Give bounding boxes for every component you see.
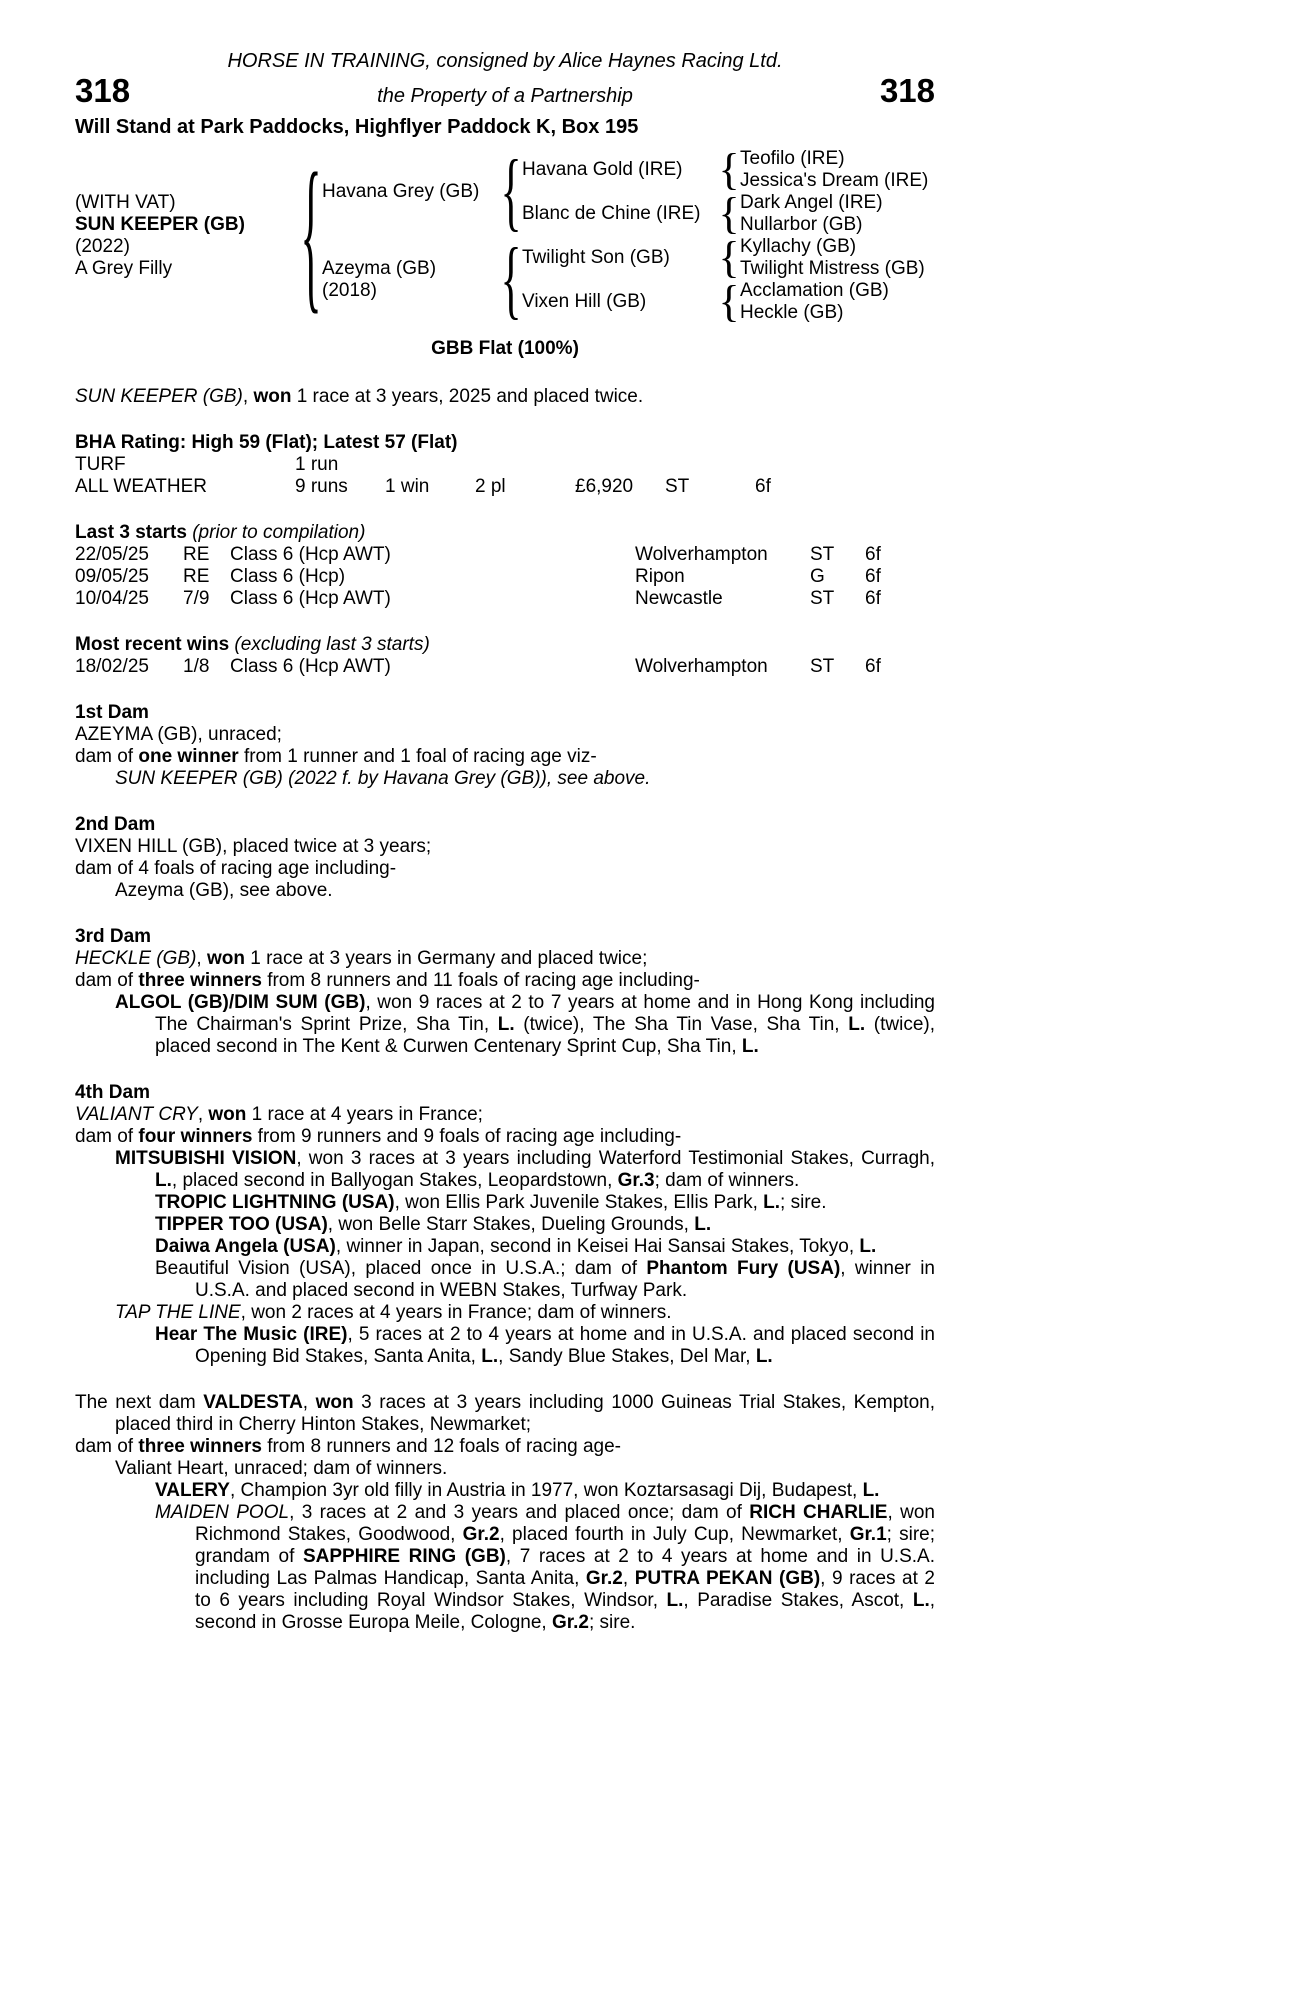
dam-section-4 (75, 1082, 935, 1368)
bha-rating: BHA Rating: High 59 (Flat); Latest 57 (Flat) (75, 432, 458, 453)
pedigree-paragraph: TAP THE LINE, won 2 races at 4 years in France; dam of winners. (115, 1302, 672, 1323)
runs-value: 1 run (295, 454, 339, 475)
race-course: Newcastle (635, 588, 723, 609)
pedigree-paragraph: ALGOL (GB)/DIM SUM (GB), won 9 races at 2 to 7 years at home and in Hong Kong including The Chairman's Sprint Prize, Sha Tin, L. (twice), The Sha Tin Vase, Sha Tin, L. (twice), placed second in The Kent & Curwen Centenary Sprint Cup, Sha Tin, L. (115, 992, 935, 1057)
race-distance: 6f (865, 656, 881, 677)
race-date: 22/05/25 (75, 544, 149, 565)
brace-level3-icon: { (718, 189, 740, 238)
earnings-value (575, 454, 665, 476)
dam-dam-parents (740, 280, 889, 324)
dam-section-2 (75, 814, 935, 902)
section-heading: 2nd Dam (75, 814, 156, 835)
pedigree-paragraph: Azeyma (GB), see above. (115, 880, 333, 901)
distance-value: 6f (755, 476, 771, 497)
ancestor-name: Twilight Mistress (GB) (740, 258, 925, 279)
tail-female-section (75, 1392, 935, 1634)
earnings-value: £6,920 (575, 476, 634, 497)
brace-level3-icon: { (718, 233, 740, 282)
race-class: Class 6 (Hcp AWT) (230, 656, 391, 677)
brace-level3-icon: { (718, 277, 740, 326)
pedigree-paragraph: dam of four winners from 9 runners and 9 foals of racing age including- (75, 1126, 682, 1147)
vat-note: (WITH VAT) (75, 192, 176, 213)
ancestor-name: Heckle (GB) (740, 302, 844, 323)
stats-row-all-weather (75, 476, 935, 498)
sire-line (322, 142, 929, 240)
pedigree-paragraph: TIPPER TOO (USA), won Belle Starr Stakes, Dueling Grounds, L. (155, 1214, 712, 1235)
wins-value: 1 win (385, 476, 430, 497)
dam-name: Azeyma (GB) (322, 258, 437, 279)
dam-sire-line (522, 233, 925, 282)
race-row (75, 544, 935, 566)
runs-value: 9 runs (295, 476, 348, 497)
pedigree-subject (75, 192, 300, 280)
foaling-year: (2022) (75, 236, 130, 257)
horse-description: A Grey Filly (75, 258, 173, 279)
race-class: Class 6 (Hcp) (230, 566, 346, 587)
going-value (665, 454, 755, 476)
places-value (475, 454, 575, 476)
section-heading: 4th Dam (75, 1082, 150, 1103)
race-class: Class 6 (Hcp AWT) (230, 588, 391, 609)
lot-row (75, 74, 935, 108)
going-value: ST (665, 476, 690, 497)
lot-number-right: 318 (879, 72, 935, 109)
race-position: RE (183, 544, 210, 565)
pedigree-paragraph: Valiant Heart, unraced; dam of winners. (115, 1458, 448, 1479)
race-course: Ripon (635, 566, 685, 587)
ancestor-name: Jessica's Dream (IRE) (740, 170, 929, 191)
recent-wins-block (75, 634, 935, 678)
sire-dam-line (522, 189, 928, 238)
race-position: 7/9 (183, 588, 210, 609)
ancestor-name: Kyllachy (GB) (740, 236, 857, 257)
surface-label: TURF (75, 454, 126, 475)
brace-level2-icon: { (500, 142, 522, 240)
gbb-eligibility-line: GBB Flat (100%) (431, 338, 579, 359)
race-summary: SUN KEEPER (GB), won 1 race at 3 years, 2025 and placed twice. (75, 386, 644, 407)
pedigree-paragraph: Daiwa Angela (USA), winner in Japan, second in Keisei Hai Sansai Stakes, Tokyo, L. (155, 1236, 877, 1257)
last-starts-heading: Last 3 starts (prior to compilation) (75, 522, 366, 543)
race-going: ST (810, 656, 835, 677)
race-going: ST (810, 588, 835, 609)
dam-dam-name: Vixen Hill (GB) (522, 291, 647, 312)
race-date: 09/05/25 (75, 566, 149, 587)
dam-dam-line (522, 277, 925, 326)
pedigree-paragraph: dam of one winner from 1 runner and 1 foal of racing age viz- (75, 746, 597, 767)
pedigree-paragraph: dam of three winners from 8 runners and 11 foals of racing age including- (75, 970, 700, 991)
race-date: 10/04/25 (75, 588, 149, 609)
pedigree-paragraph: Beautiful Vision (USA), placed once in U.S.A.; dam of Phantom Fury (USA), winner in U.S.A. and placed second in WEBN Stakes, Turfway Park. (155, 1258, 935, 1301)
dam-section-3 (75, 926, 935, 1058)
dam-sire-name: Twilight Son (GB) (522, 247, 670, 268)
dam-line (322, 230, 928, 328)
stand-location-line: Will Stand at Park Paddocks, Highflyer Paddock K, Box 195 (75, 116, 639, 138)
stats-row-turf (75, 454, 935, 476)
last-starts-block (75, 522, 935, 610)
ancestor-name: Teofilo (IRE) (740, 148, 845, 169)
race-row (75, 566, 935, 588)
pedigree-table (75, 138, 935, 330)
brace-level2-icon: { (500, 230, 522, 328)
race-course: Wolverhampton (635, 656, 768, 677)
race-course: Wolverhampton (635, 544, 768, 565)
race-distance: 6f (865, 566, 881, 587)
race-going: G (810, 566, 825, 587)
pedigree-paragraph: VIXEN HILL (GB), placed twice at 3 years; (75, 836, 432, 857)
consignor-line: HORSE IN TRAINING, consigned by Alice Haynes Racing Ltd. (227, 50, 783, 72)
pedigree-paragraph: dam of three winners from 8 runners and 12 foals of racing age- (75, 1436, 622, 1457)
property-line: the Property of a Partnership (377, 85, 633, 107)
dam-parents-column (522, 233, 925, 326)
pedigree-paragraph: HECKLE (GB), won 1 race at 3 years in Germany and placed twice; (75, 948, 648, 969)
pedigree-paragraph: SUN KEEPER (GB) (2022 f. by Havana Grey (GB)), see above. (115, 768, 651, 789)
wins-value (385, 454, 475, 476)
pedigree-paragraph: MAIDEN POOL, 3 races at 2 and 3 years and placed once; dam of RICH CHARLIE, won Richmond Stakes, Goodwood, Gr.2, placed fourth in July Cup, Newmarket, Gr.1; sire; grandam of SAPPHIRE RING (GB), 7 races at 2 to 4 years at home and in U.S.A. including Las Palmas Handicap, Santa Anita, Gr.2, PUTRA PEKAN (GB), 9 races at 2 to 6 years including Royal Windsor Stakes, Windsor, L., Paradise Stakes, Ascot, L., second in Grosse Europa Meile, Cologne, Gr.2; sire. (155, 1502, 936, 1633)
race-position: RE (183, 566, 210, 587)
dam-sire-parents (740, 236, 925, 280)
parents-column (322, 142, 929, 328)
brace-level1-icon: { (300, 138, 322, 330)
lot-number-left: 318 (75, 72, 131, 109)
race-going: ST (810, 544, 835, 565)
pedigree-paragraph: VALERY, Champion 3yr old filly in Austria in 1977, won Koztarsasagi Dij, Budapest, L. (155, 1480, 880, 1501)
sire-dam-parents (740, 192, 883, 236)
race-position: 1/8 (183, 656, 210, 677)
horse-name: SUN KEEPER (GB) (75, 214, 245, 235)
race-row (75, 656, 935, 678)
dam-section-1 (75, 702, 935, 790)
sire-sire-line (522, 145, 929, 194)
sire-parents-column (522, 145, 929, 238)
pedigree-paragraph: Hear The Music (IRE), 5 races at 2 to 4 years at home and in U.S.A. and placed second in Opening Bid Stakes, Santa Anita, L., Sandy Blue Stakes, Del Mar, L. (155, 1324, 935, 1367)
ancestor-name: Acclamation (GB) (740, 280, 889, 301)
pedigree-paragraph: TROPIC LIGHTNING (USA), won Ellis Park Juvenile Stakes, Ellis Park, L.; sire. (155, 1192, 827, 1213)
section-heading: 3rd Dam (75, 926, 152, 947)
brace-level3-icon: { (718, 145, 740, 194)
distance-value (755, 454, 935, 476)
bha-rating-block (75, 432, 935, 498)
pedigree-paragraph: AZEYMA (GB), unraced; (75, 724, 282, 745)
sire-sire-parents (740, 148, 928, 192)
pedigree-paragraph: The next dam VALDESTA, won 3 races at 3 years including 1000 Guineas Trial Stakes, Kempton, placed third in Cherry Hinton Stakes, Newmarket; (75, 1392, 935, 1435)
places-value: 2 pl (475, 476, 506, 497)
ancestor-name: Dark Angel (IRE) (740, 192, 883, 213)
pedigree-paragraph: VALIANT CRY, won 1 race at 4 years in France; (75, 1104, 483, 1125)
sire-name: Havana Grey (GB) (322, 181, 480, 202)
recent-wins-heading: Most recent wins (excluding last 3 starts) (75, 634, 430, 655)
race-class: Class 6 (Hcp AWT) (230, 544, 391, 565)
race-distance: 6f (865, 588, 881, 609)
section-heading: 1st Dam (75, 702, 149, 723)
dam-name-block (322, 258, 500, 302)
surface-label: ALL WEATHER (75, 476, 207, 497)
sire-dam-name: Blanc de Chine (IRE) (522, 203, 701, 224)
pedigree-paragraph: dam of 4 foals of racing age including- (75, 858, 397, 879)
race-distance: 6f (865, 544, 881, 565)
dam-year: (2018) (322, 280, 377, 301)
sire-sire-name: Havana Gold (IRE) (522, 159, 683, 180)
catalogue-page (75, 0, 935, 1694)
ancestor-name: Nullarbor (GB) (740, 214, 863, 235)
race-date: 18/02/25 (75, 656, 149, 677)
race-row (75, 588, 935, 610)
pedigree-paragraph: MITSUBISHI VISION, won 3 races at 3 years including Waterford Testimonial Stakes, Curragh, L., placed second in Ballyogan Stakes, Leopardstown, Gr.3; dam of winners. (115, 1148, 935, 1191)
